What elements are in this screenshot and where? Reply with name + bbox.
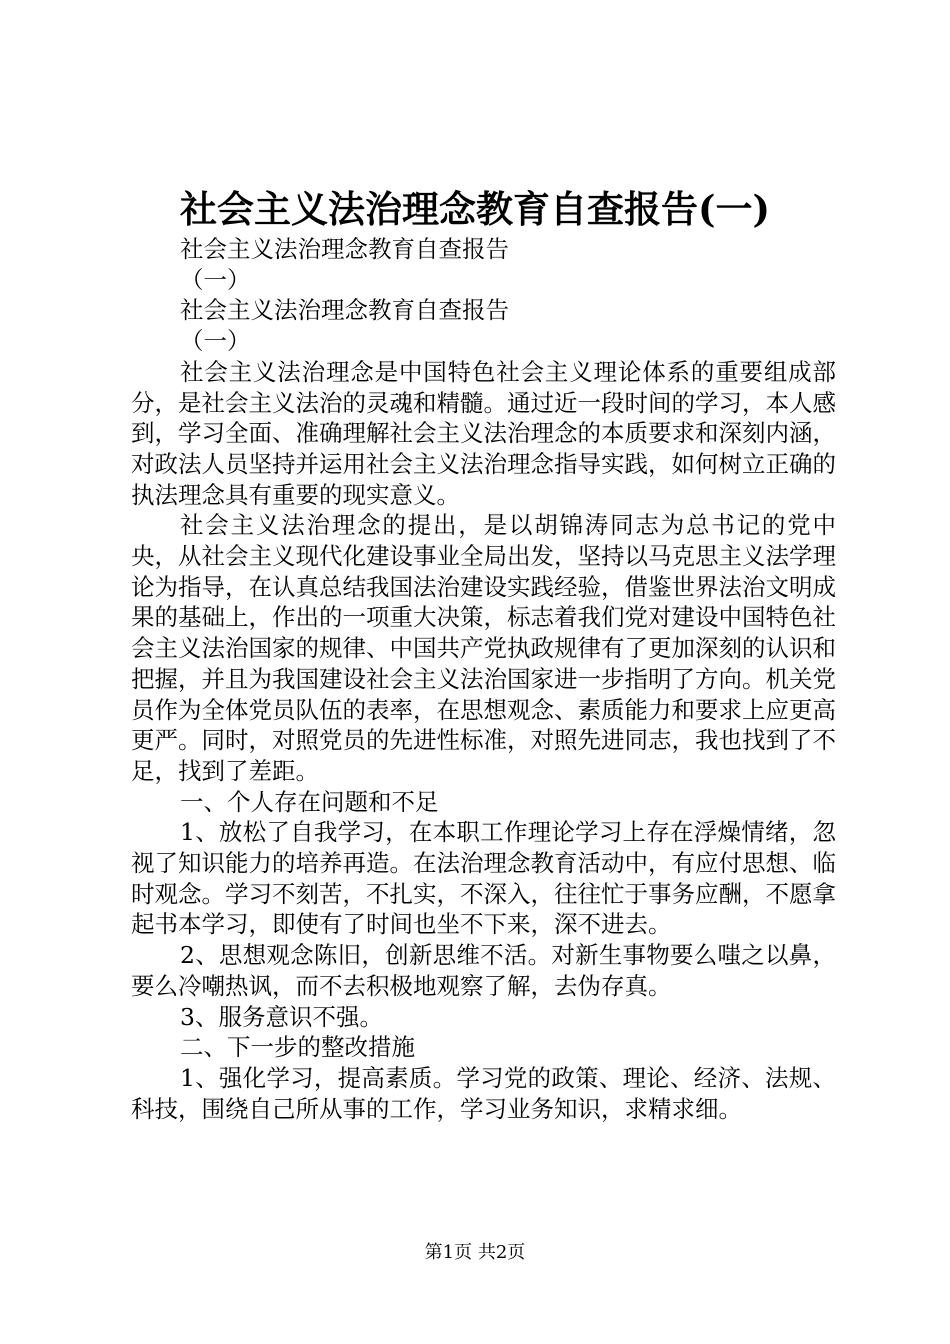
subtitle-number: （一）: [180, 327, 251, 356]
subtitle-number: （一）: [180, 265, 251, 294]
subtitle: 社会主义法治理念教育自查报告: [180, 235, 509, 263]
paragraph: 1、放松了自我学习，在本职工作理论学习上存在浮燥情绪，忽视了知识能力的培养再造。在法治理念教育活动中，有应付思想、临时观念。学习不刻苦，不扎实，不深入，往往忙于事务应酬，不愿拿起书本学习，即使有了时间也坐不下来，深不进去。: [131, 818, 836, 939]
paragraph: 社会主义法治理念是中国特色社会主义理论体系的重要组成部分，是社会主义法治的灵魂和精髓。通过近一段时间的学习，本人感到，学习全面、准确理解社会主义法治理念的本质要求和深刻内涵，对政法人员坚持并运用社会主义法治理念指导实践，如何树立正确的执法理念具有重要的现实意义。: [131, 357, 836, 509]
paragraph: 1、强化学习，提高素质。学习党的政策、理论、经济、法规、科技，围绕自己所从事的工作，学习业务知识，求精求细。: [131, 1063, 836, 1123]
document-title: 社会主义法治理念教育自查报告(一): [179, 187, 770, 231]
paragraph: 2、思想观念陈旧，创新思维不活。对新生事物要么嗤之以鼻，要么冷嘲热讽，而不去积极地观察了解，去伪存真。: [131, 941, 836, 1000]
subtitle: 社会主义法治理念教育自查报告: [180, 296, 509, 325]
paragraph: 3、服务意识不强。: [180, 1002, 383, 1031]
section-heading: 二、下一步的整改措施: [180, 1033, 415, 1062]
section-heading: 一、个人存在问题和不足: [180, 787, 439, 816]
paragraph: 社会主义法治理念的提出，是以胡锦涛同志为总书记的党中央，从社会主义现代化建设事业全局出发，坚持以马克思主义法学理论为指导，在认真总结我国法治建设实践经验，借鉴世界法治文明成果的基础上，作出的一项重大决策，标志着我们党对建设中国特色社会主义法治国家的规律、中国共产党执政规律有了更加深刻的认识和把握，并且为我国建设社会主义法治国家进一步指明了方向。机关党员作为全体党员队伍的表率，在思想观念、素质能力和要求上应更高更严。同时，对照党员的先进性标准，对照先进同志，我也找到了不足，找到了差距。: [131, 511, 836, 785]
page-footer: 第1页 共2页: [424, 1242, 526, 1263]
document-body: [131, 234, 836, 1124]
